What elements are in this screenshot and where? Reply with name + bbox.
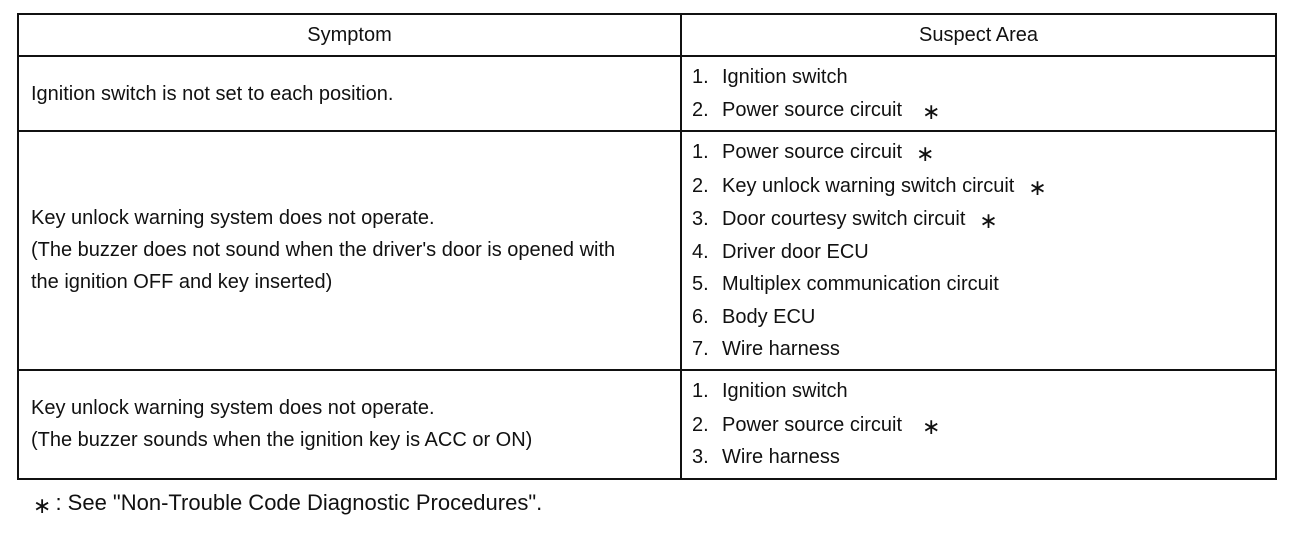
item-text: Power source circuit bbox=[722, 141, 903, 164]
table-row bbox=[19, 56, 1275, 131]
list-item bbox=[692, 301, 1275, 334]
list-item bbox=[692, 135, 1275, 169]
symptom-text: (The buzzer does not sound when the driver's door is opened with bbox=[31, 239, 616, 262]
footnote bbox=[33, 490, 542, 516]
item-text: Door courtesy switch circuit bbox=[722, 208, 966, 231]
item-text: Driver door ECU bbox=[722, 240, 869, 263]
list-item bbox=[692, 202, 1275, 236]
footnote-text: : See "Non-Trouble Code Diagnostic Procedures". bbox=[55, 490, 543, 515]
list-item bbox=[692, 236, 1275, 269]
item-number: 2. bbox=[692, 413, 709, 436]
symptom-table bbox=[19, 15, 1275, 478]
item-text: Power source circuit bbox=[722, 413, 903, 436]
symptom-text: Key unlock warning system does not operate. bbox=[31, 397, 435, 420]
item-number: 1. bbox=[692, 65, 709, 88]
item-text: Ignition switch bbox=[722, 380, 848, 403]
item-number: 2. bbox=[692, 99, 709, 122]
table-row bbox=[19, 370, 1275, 478]
table-row bbox=[19, 131, 1275, 370]
list-item bbox=[692, 408, 1275, 442]
list-item bbox=[692, 375, 1275, 408]
item-number: 2. bbox=[692, 174, 709, 197]
list-item bbox=[692, 169, 1275, 203]
item-text: Multiplex communication circuit bbox=[722, 273, 999, 296]
suspect-area-cell bbox=[681, 131, 1275, 370]
symptom-text: the ignition OFF and key inserted) bbox=[31, 271, 333, 294]
header-symptom: Symptom bbox=[19, 15, 681, 56]
item-number: 6. bbox=[692, 305, 709, 328]
list-item bbox=[692, 333, 1275, 366]
item-text: Wire harness bbox=[722, 446, 840, 469]
list-item bbox=[692, 93, 1275, 127]
header-suspect-area: Suspect Area bbox=[681, 15, 1275, 56]
item-number: 5. bbox=[692, 273, 709, 296]
symptom-text: (The buzzer sounds when the ignition key is ACC or ON) bbox=[31, 429, 533, 452]
symptom-cell bbox=[19, 131, 681, 370]
asterisk-icon: ∗ bbox=[916, 141, 935, 167]
symptom-text: Ignition switch is not set to each position. bbox=[31, 82, 394, 105]
asterisk-icon: ∗ bbox=[979, 208, 998, 234]
item-number: 7. bbox=[692, 338, 709, 361]
item-number: 3. bbox=[692, 446, 709, 469]
symptom-table-container bbox=[17, 13, 1277, 480]
item-number: 1. bbox=[692, 380, 709, 403]
symptom-text: Key unlock warning system does not operate. bbox=[31, 207, 435, 230]
item-text: Wire harness bbox=[722, 338, 840, 361]
symptom-cell bbox=[19, 370, 681, 478]
table-header-row bbox=[19, 15, 1275, 56]
asterisk-icon: ∗ bbox=[33, 493, 52, 518]
suspect-area-cell bbox=[681, 56, 1275, 131]
item-number: 4. bbox=[692, 240, 709, 263]
asterisk-icon: ∗ bbox=[922, 99, 941, 125]
item-text: Body ECU bbox=[722, 305, 816, 328]
asterisk-icon: ∗ bbox=[1028, 174, 1047, 200]
symptom-cell bbox=[19, 56, 681, 131]
item-text: Ignition switch bbox=[722, 65, 848, 88]
item-text: Key unlock warning switch circuit bbox=[722, 174, 1015, 197]
item-text: Power source circuit bbox=[722, 99, 903, 122]
list-item bbox=[692, 61, 1275, 94]
list-item bbox=[692, 441, 1275, 474]
asterisk-icon: ∗ bbox=[922, 413, 941, 439]
list-item bbox=[692, 268, 1275, 301]
suspect-area-cell bbox=[681, 370, 1275, 478]
item-number: 3. bbox=[692, 208, 709, 231]
item-number: 1. bbox=[692, 141, 709, 164]
